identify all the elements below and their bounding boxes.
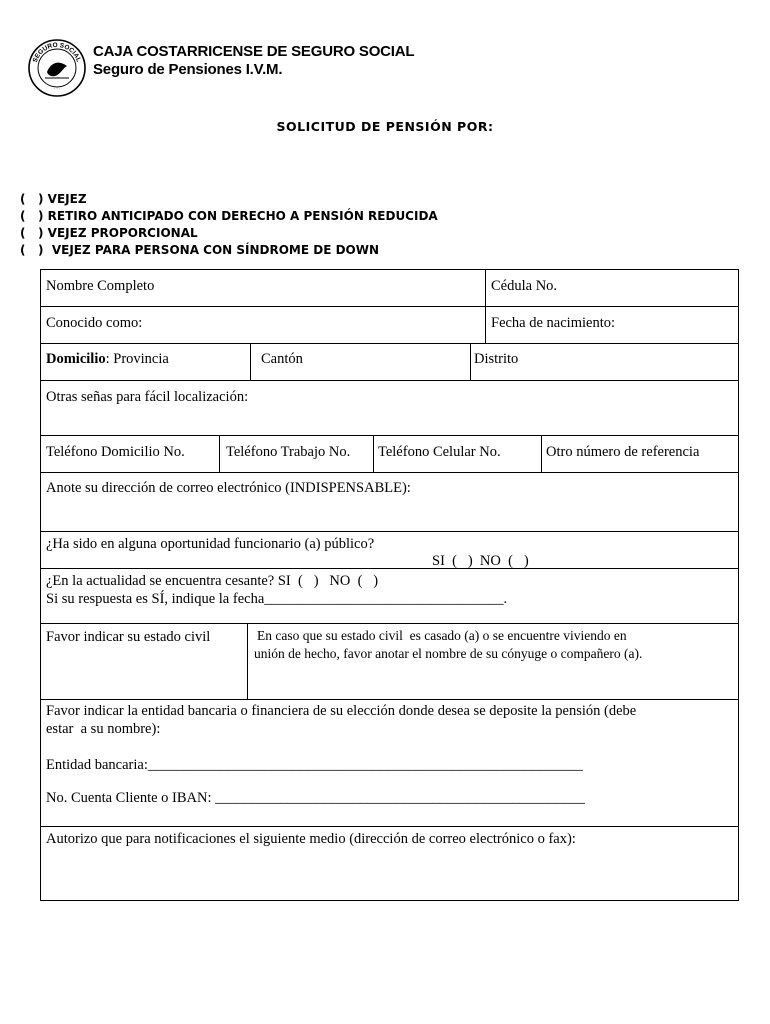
row-notificaciones: [41, 827, 738, 900]
field-entidad-bancaria: [41, 700, 738, 826]
option-vejez-sindrome-down[interactable]: ( ) VEJEZ PARA PERSONA CON SÍNDROME DE DOWN: [20, 243, 380, 257]
field-provincia[interactable]: [41, 344, 250, 380]
svg-text:· · ·: · · ·: [53, 86, 61, 91]
option-vejez[interactable]: ( ) VEJEZ: [20, 192, 87, 206]
label-canton: Cantón: [261, 351, 303, 367]
field-otro-numero[interactable]: [541, 436, 738, 472]
org-name: CAJA COSTARRICENSE DE SEGURO SOCIAL: [93, 43, 415, 60]
label-nombre-completo: Nombre Completo: [46, 278, 155, 294]
label-tel-celular: Teléfono Celular No.: [378, 444, 501, 460]
label-tel-domicilio: Teléfono Domicilio No.: [46, 444, 185, 460]
form-title: SOLICITUD DE PENSIÓN POR:: [276, 119, 494, 134]
option-retiro-anticipado[interactable]: ( ) RETIRO ANTICIPADO CON DERECHO A PENSIÓN REDUCIDA: [20, 209, 438, 223]
row-otras-senas: [41, 381, 738, 436]
label-conyuge-line2: unión de hecho, favor anotar el nombre de su cónyuge o compañero (a).: [254, 646, 643, 661]
organization-header: [93, 43, 414, 79]
label-provincia: : Provincia: [105, 351, 169, 367]
row-correo: [41, 473, 738, 532]
label-domicilio-bold: Domicilio: [46, 351, 106, 367]
label-correo: Anote su dirección de correo electrónico (INDISPENSABLE):: [46, 480, 411, 496]
field-fecha-nacimiento[interactable]: [485, 307, 738, 343]
label-entidad-line2: estar a su nombre):: [46, 721, 161, 737]
field-otras-senas[interactable]: [41, 381, 738, 435]
label-fecha-nacimiento: Fecha de nacimiento:: [491, 315, 616, 331]
department-name: Seguro de Pensiones I.V.M.: [93, 61, 283, 78]
field-tel-trabajo[interactable]: [219, 436, 373, 472]
field-cedula[interactable]: [485, 270, 738, 306]
pension-type-options: [20, 191, 438, 259]
ccss-seal-logo: [27, 38, 87, 98]
row-domicilio: [41, 344, 738, 381]
option-vejez-proporcional[interactable]: ( ) VEJEZ PROPORCIONAL: [20, 226, 198, 240]
label-cedula: Cédula No.: [491, 278, 558, 294]
entidad-bancaria-line[interactable]: Entidad bancaria:____________________________________________________________: [46, 757, 583, 773]
label-otro-numero: Otro número de referencia: [546, 444, 700, 460]
seal-text: SEGURO SOCIAL: [31, 41, 82, 64]
funcionario-si-no[interactable]: SI ( ) NO ( ): [432, 553, 529, 569]
field-canton[interactable]: [250, 344, 470, 380]
cesante-fecha-line[interactable]: Si su respuesta es SÍ, indique la fecha_________________________________.: [46, 591, 508, 607]
row-entidad-bancaria: [41, 700, 738, 827]
row-nombre: [41, 270, 738, 307]
field-funcionario: [41, 532, 738, 568]
question-funcionario: ¿Ha sido en alguna oportunidad funcionario (a) público?: [46, 536, 375, 552]
label-conyuge-line1: En caso que su estado civil es casado (a) o se encuentre viviendo en: [257, 628, 627, 643]
field-tel-domicilio[interactable]: [41, 436, 219, 472]
row-funcionario: [41, 532, 738, 569]
application-form-table: [40, 269, 739, 901]
field-estado-civil[interactable]: [41, 624, 247, 699]
field-nombre-completo[interactable]: [41, 270, 485, 306]
row-conocido: [41, 307, 738, 344]
label-conocido-como: Conocido como:: [46, 315, 143, 331]
row-telefonos: [41, 436, 738, 473]
field-notificaciones[interactable]: [41, 827, 738, 900]
field-conocido-como[interactable]: [41, 307, 485, 343]
field-cesante: [41, 569, 738, 623]
label-distrito: Distrito: [474, 351, 519, 367]
label-domicilio: [46, 351, 169, 368]
field-distrito[interactable]: [470, 344, 738, 380]
row-cesante: [41, 569, 738, 624]
label-notificaciones: Autorizo que para notificaciones el siguiente medio (dirección de correo electrónico o fax):: [46, 831, 576, 847]
label-otras-senas: Otras señas para fácil localización:: [46, 389, 249, 405]
field-tel-celular[interactable]: [373, 436, 541, 472]
label-entidad-line1: Favor indicar la entidad bancaria o financiera de su elección donde desea se deposite la pensión (debe: [46, 703, 637, 719]
question-cesante[interactable]: ¿En la actualidad se encuentra cesante? SI ( ) NO ( ): [46, 573, 379, 589]
label-estado-civil: Favor indicar su estado civil: [46, 629, 211, 645]
row-estado-civil: [41, 624, 738, 700]
field-conyuge[interactable]: [247, 624, 738, 699]
label-tel-trabajo: Teléfono Trabajo No.: [226, 444, 351, 460]
field-correo[interactable]: [41, 473, 738, 531]
cuenta-iban-line[interactable]: No. Cuenta Cliente o IBAN: ___________________________________________________: [46, 790, 585, 806]
